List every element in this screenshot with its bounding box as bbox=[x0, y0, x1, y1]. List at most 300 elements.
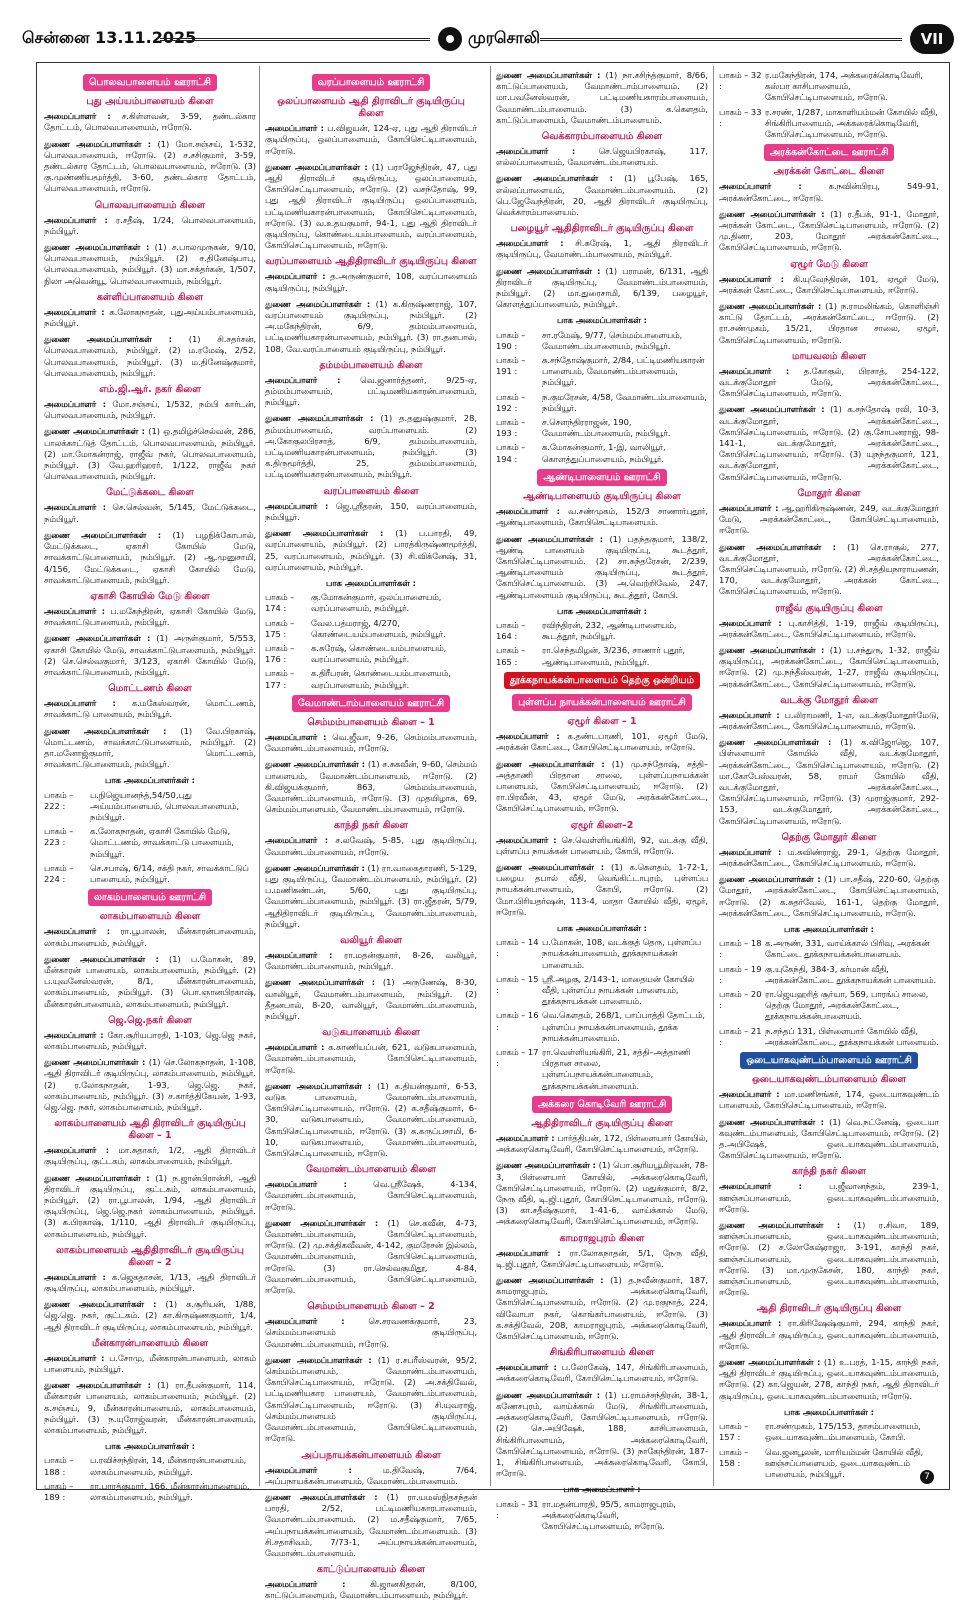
role-label: அமைப்பாளர் : bbox=[265, 271, 326, 282]
member-details: (1) ப.ராமச்சந்திரன், 38-1, கணேசபுரம், வாய்க்கால் மேடு, சிங்கிரிபாளையம், அக்கரைகொடிவேரி, கோபிசெட்டிபாளையம், ஈரோடு. (2) செ.அபிஷேக், 188, காசிபாளையம், சிங்கிரிபாளையம், அக்கரைகொடிவேரி, கோபிசெட்டிபாளையம், ஈரோடு. (3) நாகேந்திரன், 187-1, சிங்கிரிபாளையம், அக்கரைகொடிவேரி, கோபி, ஈரோடு. bbox=[496, 1389, 708, 1479]
booth-member: ரவிந்திரன், 232, ஆண்டிபாளையம், கூடத்தூர், நம்பியூர். bbox=[542, 619, 677, 642]
booth-heading: பாக அமைப்பாளர்கள் : bbox=[105, 1441, 195, 1452]
booth-entry bbox=[265, 643, 477, 665]
branch-heading: வலியூர் கிளை bbox=[340, 934, 402, 946]
member-entry bbox=[496, 1390, 708, 1480]
role-label: அமைப்பாளர் : bbox=[265, 835, 329, 846]
role-label: அமைப்பாளர் : bbox=[719, 181, 802, 192]
member-details: (1) க.தியன்குமார், 6-53, வடுக பாளையம், வேமாண்டம்பாளையம், கோபிசெட்டிபாளையம், ஈரோடு. (2) க.சதீஷ்குமார், 6-30, வடுகபாளையம், வேமாண்டம்பாளையம், கோபிசெட்டிபாளையம், ஈரோடு. (3) க.கருப்பசாமி, 6-10, வடுகபாளையம், வேமாண்டம்பாளையம், கோபிசெட்டிபாளையம், ஈரோடு. bbox=[265, 1080, 477, 1159]
role-label: அமைப்பாளர் : bbox=[265, 374, 341, 385]
member-details: ம.திவேஷ், 7/64, அப்பநாயக்கன்பாளையம், வேமாண்டம்பாளையம். bbox=[265, 1464, 478, 1486]
role-label: துணை அமைப்பாளர்கள் : bbox=[496, 70, 601, 80]
member-entry bbox=[496, 759, 708, 815]
role-label: துணை அமைப்பாளர்கள் : bbox=[719, 541, 836, 552]
role-label: துணை அமைப்பாளர்கள் : bbox=[496, 861, 605, 872]
booth-member: ஸ்ரீ.அழகு, 2/143-1, மாதையன் கோயில் வீதி, புள்ளப்ப நாயக்கன் பாளையம், தூக்கநாயக்கன் பாளையம். bbox=[542, 973, 695, 1007]
member-details: (1) ர.சிவா, 189, ஊஞ்சப்பாளையம், ஒடையாகவுண்டம்பாளையம், ஈரோடு. (2) ச.லோகேஷ்ராஜா, 3-191, காந்தி நகர், ஊஞ்சப்பாளையம், ஒடையாகவுண்டம்பாளையம், ஈரோடு. (3) மா.முருகேசன், 180, காந்தி நகர், ஊஞ்சப்பாளையம், ஒடையாகவுண்டம்பாளையம், ஈரோடு. bbox=[719, 1220, 939, 1298]
booth-member: ப.மோகன், 108, வடக்குத் தெரு, புள்ளப்ப நாயக்கன்பாளையம், தூக்கநாயக்கன் பாளையம். bbox=[542, 937, 701, 970]
member-entry bbox=[44, 426, 256, 482]
role-label: அமைப்பாளர் : bbox=[265, 1464, 352, 1475]
booth-number: பாகம் – 18 : bbox=[719, 938, 762, 960]
booth-number: பாகம் – 14 : bbox=[496, 937, 539, 959]
booth-member: ரா.மதன்பாரதி, 95/5, காமராஜபுரம், அக்கரைகொடிவேரி, கோபிசெட்டிபாளையம், ஈரோடு. bbox=[542, 1498, 676, 1531]
branch-heading: மோதூர் கிளை bbox=[797, 487, 861, 499]
branch-heading: ஆண்டிபாளையம் குடியிருப்பு கிளை bbox=[523, 491, 681, 503]
member-details: (1) பூபேஷ், 165, எல்லப்பாளையம், வேமாண்டம்பாளையம். (2) பெ.ஜேவேந்திரன், 20, ஆதி திராவிடர் குடியிருப்பு, வெக்காரம்பாளையம். bbox=[496, 173, 708, 218]
role-label: துணை அமைப்பாளர்கள் : bbox=[44, 334, 172, 345]
member-entry bbox=[719, 366, 939, 400]
booth-entry bbox=[496, 620, 708, 642]
member-details: க.காணியப்பன், 621, வடுகபாளையம், வேமாண்டம்பாளையம், கோபிசெட்டிபாளையம், ஈரோடு. bbox=[265, 1042, 478, 1075]
branch-heading: ஏழூர் கிளை–2 bbox=[570, 819, 634, 831]
member-details: ர.சதீஷ், 1/24, பொலவபாளையம், நம்பியூர். bbox=[44, 214, 256, 236]
member-entry bbox=[719, 710, 939, 732]
role-label: அமைப்பாளர் : bbox=[265, 1042, 325, 1053]
member-entry bbox=[719, 1357, 939, 1402]
page-number-badge: VII bbox=[910, 24, 954, 54]
member-details: (1) அருணேஷ், 8-30, வாலியூர், வேமாண்டம்பாளையம், நம்பியூர். (2) தீதனபால், 8-20, வாலியூர், வேமாண்டம்பாளையம், நம்பியூர். bbox=[265, 977, 477, 1021]
booth-entry bbox=[44, 1455, 256, 1477]
role-label: அமைப்பாளர் : bbox=[719, 365, 790, 376]
member-entry bbox=[44, 698, 256, 720]
booth-number: பாகம் – 164 : bbox=[496, 619, 526, 642]
member-entry bbox=[719, 737, 939, 827]
role-label: துணை அமைப்பாளர்கள் : bbox=[496, 1160, 596, 1171]
member-details: கி.யுவேந்திரன், 101, ஏழூர் மேடு, அரக்கன் கோட்டை, கோபிசெட்டிபாளையம், ஈரோடு. bbox=[719, 273, 939, 295]
booth-number: பாகம் – 16 : bbox=[496, 1010, 539, 1032]
member-entry bbox=[44, 111, 256, 133]
booth-member: ரா.ஜெயஹரித் சூர்யா, 569, பாரங்ப் சாலை, தெற்கு மோதூர், அரக்கன்கோட்டை, தூக்கநாயக்கன்பாளையம். bbox=[765, 989, 929, 1022]
member-entry bbox=[496, 534, 708, 601]
role-label: துணை அமைப்பாளர்கள் : bbox=[44, 1299, 157, 1310]
member-details: (1) அருள்குமார், 5/553, ஏகாசி கோயில் மேடு, சாவக்காட்டுபாளையம், நம்பியூர். (2) செ.செல்வகுமார், 3/123, ஏகாசி கோயில் மேடு, சாவக்காட்டுபாளையம், நம்பியூர். bbox=[44, 633, 256, 677]
member-entry bbox=[44, 215, 256, 237]
member-details: (1) த.நவீன்குமார், 187, காமராஜபுரம், அக்கரைகொடிவேரி, கோபிசெட்டிபாளையம், ஈரோடு. (2) மு.ரகுநாத், 224, விவோபா நகர், கொங்கர்பாளையம், ஈரோடு. (3) க.சக்திவேல், 208, காமராஜபுரம், அக்கரைகொடிவேரி, கோபிசெட்டிபாளையம், ஈரோடு. bbox=[496, 1275, 708, 1342]
booth-entry bbox=[496, 330, 708, 352]
member-entry bbox=[265, 1355, 477, 1445]
member-entry bbox=[719, 274, 939, 296]
branch-heading: ஏகாசி கோயில் மேடு கிளை bbox=[90, 590, 210, 602]
member-entry bbox=[496, 1275, 708, 1342]
booth-member: வெ.கௌதம், 268/1, பாப்பாத்தி தோட்டம், புள்ளப்ப நாயக்கன்பாளையம், தூக்க நாயக்கன்பாளையம். bbox=[542, 1010, 706, 1043]
panchayat-heading: ஆண்டிபாளையம் ஊராட்சி bbox=[537, 469, 666, 486]
branch-heading: மீன்காரன்பாளையம் கிளை bbox=[91, 1337, 209, 1349]
role-label: துணை அமைப்பாளர்கள் : bbox=[265, 1354, 372, 1365]
role-label: அமைப்பாளர் : bbox=[496, 238, 564, 249]
member-entry bbox=[719, 874, 939, 919]
role-label: அமைப்பாளர் : bbox=[44, 698, 116, 709]
member-details: ஆ.ஹரிகிருஷ்ணன், 249, வடக்குமோதூர் மேடு, அரக்கன்கோட்டை, கோபிசெட்டிபாளையம், ஈரோடு. bbox=[719, 502, 940, 536]
role-label: துணை அமைப்பாளர்கள் : bbox=[496, 265, 601, 276]
member-entry bbox=[496, 1160, 708, 1227]
member-entry bbox=[265, 413, 477, 480]
member-entry bbox=[44, 139, 256, 195]
branch-heading: அப்பநாயக்கன்பாளையம் கிளை bbox=[301, 1449, 441, 1461]
member-details: செ.செல்வன், 5/145, மேட்டுக்கடை, நம்பியூர். bbox=[44, 502, 256, 524]
member-entry bbox=[496, 731, 708, 753]
booth-number: பாகம் – 157 : bbox=[719, 1421, 749, 1443]
member-details: (1) க.விஜோஜெ, 107, பிள்ளையார் கோயில் வீதி, வடக்குமோதூர், அரக்கன்கோட்டை, கோபிசெட்டிபாளையம், ஈரோடு. (2) மா.கோபேஸ்வரன், 58, ராமர் கோயில் வீதி, வடக்குமோதூர், அரக்கன்கோட்டை, கோபிசெட்டிபாளையம், ஈரோடு. (3) முராஜ்குமார், 292-153, வடக்குமோதூர், அரக்கன்கோட்டை, கோபிசெட்டிபாளையம், ஈரோடு. bbox=[719, 737, 939, 826]
booth-entry bbox=[265, 592, 477, 614]
role-label: அமைப்பாளர் : bbox=[719, 617, 782, 628]
booth-entry bbox=[719, 1026, 939, 1048]
member-entry bbox=[719, 618, 939, 640]
role-label: அமைப்பாளர் : bbox=[265, 123, 324, 134]
role-label: துணை அமைப்பாளர்கள் : bbox=[44, 1172, 150, 1183]
role-label: துணை அமைப்பாளர்கள் : bbox=[719, 737, 832, 748]
member-details: (1) நா.சசிந்த்குமார், 8/66, காட்டுப்பாளையம், வேமாண்டாம்பாளையம். (2) மா.பவனேஸ்வரன், பட்டிமணியகாரம்பாளையம், வேமாண்டம்பாளையம். (3) க.கௌதம், காட்டுப்பாளையம், வேமாண்டம்பாளையம். bbox=[496, 70, 708, 125]
member-details: செ.ஜெயபிரகாஷ், 117, எல்லப்பாளையம், வேமாண்டம்பாளையம். bbox=[496, 146, 708, 168]
branch-heading: அரக்கன் கோட்டை கிளை bbox=[773, 166, 885, 178]
member-details: (1) ந.ஜான்பிரான்சி, ஆதி திராவிடர் குடியிருப்பு, குட்டகம், லாகம்பாளையம், நம்பியூர். (2) ரா.பூபாலன், 1/94, ஆதி திராவிடர் குடியிருப்பு, ஜெ.ஜெ.நகர் லாகம்பாளையம், நம்பியூர். (3) க.பிரகாஷ், 1/110, ஆதி திராவிடர் குடியிருப்பு, லாகம்பாளையம், நம்பியூர். bbox=[44, 1172, 256, 1239]
branch-heading: கள்ளிப்பாளையம் கிளை bbox=[96, 291, 204, 303]
role-label: அமைப்பாளர் : bbox=[496, 731, 560, 742]
booth-member: க.சுரேஷ், கொண்டையம்பாளையம், வரப்பாளையம், நம்பியூர். bbox=[311, 642, 447, 665]
role-label: துணை அமைப்பாளர்கள் : bbox=[44, 426, 145, 437]
role-label: அமைப்பாளர் : bbox=[44, 306, 105, 317]
booth-number: பாகம் – 189 : bbox=[44, 1480, 74, 1503]
member-entry bbox=[44, 242, 256, 287]
role-label: துணை அமைப்பாளர்கள் : bbox=[265, 1080, 372, 1091]
member-entry bbox=[719, 503, 939, 537]
member-details: த.அருண்குமார், 108, வரப்பாளையம் குடியிருப்பு, நம்பியூர். bbox=[265, 271, 477, 293]
booth-entry bbox=[44, 826, 256, 860]
branch-heading: ஆதி திராவிடர் குடியிருப்பு கிளை bbox=[756, 1303, 902, 1315]
booth-heading: பாக அமைப்பாளர்கள் : bbox=[105, 775, 195, 786]
role-label: அமைப்பாளர் : bbox=[265, 1579, 346, 1590]
role-label: துணை அமைப்பாளர்கள் : bbox=[496, 173, 613, 184]
booth-heading: பாக அமைப்பாளர்கள் : bbox=[784, 923, 874, 934]
booth-entry bbox=[719, 107, 939, 141]
member-entry bbox=[719, 404, 939, 482]
column-divider bbox=[259, 66, 260, 1486]
branch-heading: ஏழூர் கிளை – 1 bbox=[567, 716, 637, 728]
panchayat-heading: ஒடையாகவுண்டம்பாளையம் ஊராட்சி bbox=[740, 1052, 918, 1069]
header-rule-right bbox=[540, 38, 902, 41]
booth-member: வெ.ஜனபூலன், மாரியம்மன் கோயில் வீதி, ஊஞ்சப்பாளையம், ஒடையாகவுண்டம் பாளையம், நம்பியூர். bbox=[765, 1446, 924, 1479]
booth-member: க.லோகநாதன், ஏகாசி கோயில் மேடு, மொட்டணம், சாவக்காட்டு பாளையம், நம்பியூர். bbox=[90, 826, 234, 859]
booth-number: பாகம் – 223 : bbox=[44, 826, 74, 848]
booth-entry bbox=[265, 668, 477, 690]
booth-number: பாகம் – 188 : bbox=[44, 1455, 74, 1477]
column-divider bbox=[490, 66, 491, 1486]
branch-heading: வரப்பாளையம் ஆதிதிராவிடர் குடியிருப்பு கிளை bbox=[265, 256, 477, 268]
member-details: (1) க.கௌதம், 1-72-1, பழைய தபால் வீதி, வெங்கிட்டாபுரம், புள்ளப்ப நாயக்கன்பாளையம், கோபி, ஈரோடு. (2) மோ.பிரியதர்ஷன், 113-4, மாதா கோயில் வீதி, ஏழூர், ஈரோடு. bbox=[496, 861, 709, 917]
role-label: துணை அமைப்பாளர்கள் : bbox=[719, 404, 825, 415]
member-details: (1) ப.சந்துரு, 1-32, ராஜீவ் குடியிருப்பு, அரக்கன்கோட்டை, கோபிசெட்டிபாளையம், ஈரோடு. (2) மு.நந்தீஸ்வரன், 1-27, ராஜீவ் குடியிருப்பு, அரக்கன்கோட்டை, கோபிசெட்டிபாளையம், ஈரோடு. bbox=[719, 644, 940, 689]
booth-entry bbox=[496, 645, 708, 667]
member-details: ரா.கிரிஷேஷ்குமார், 294, காந்தி நகர், ஆதி திராவிடர் குடியிருப்பு, ஒடையாகவுண்டம்பாளையம், ஈரோடு. bbox=[719, 1318, 939, 1351]
booth-entry bbox=[719, 1447, 939, 1481]
member-details: ப.ஜீவானந்தம், 239-1, ஊஞ்சப்பாளையம், ஒடையாகவுண்டம்பாளையம், ஈரோடு. bbox=[719, 1181, 940, 1214]
member-details: (1) ர.சபரீஸ்வரன், 95/2, செம்மம்பாளையம், வேமாண்டம்பாளையம், கோபிசெட்டிபாளையம், ஈரோடு. (2) அ.சக்திவேல், பட்டிமணியகார பாளையம், வேமாண்டம்பாளையம், கோபிசெட்டிபாளையம், ஈரோடு. (3) சி.யுவராஜ், செம்மம்பாளையம் குடியிருப்பு, வேமாண்டம்பாளையம், கோபிசெட்டிபாளையம், ஈரோடு. bbox=[265, 1354, 477, 1444]
panchayat-heading: அரக்கன்கோட்டை ஊராட்சி bbox=[764, 144, 895, 161]
role-label: அமைப்பாளர் : bbox=[44, 1029, 104, 1040]
footer-page-number: 7 bbox=[920, 1470, 934, 1484]
member-entry bbox=[44, 502, 256, 524]
branch-heading: ஜெ.ஜெ.நகர் கிளை bbox=[108, 1014, 192, 1026]
booth-number: பாகம் – 15 : bbox=[496, 973, 539, 995]
member-entry bbox=[496, 146, 708, 168]
member-entry bbox=[496, 70, 708, 126]
member-entry bbox=[496, 1133, 708, 1155]
newspaper-logo-icon bbox=[438, 27, 462, 51]
edition-date: சென்னை 13.11.2025 bbox=[22, 28, 197, 47]
member-details: க.ஜெகதாசன், 1/13, ஆதி திராவிடர் குடியிருப்பு, லாகம்பாளையம், நம்பியூர். bbox=[44, 1271, 256, 1294]
member-details: (1) ரா.தீபன்குமார், 114, மீன்காரன் பாளையம், லாகம்பாளையம், நம்பியூர். (2) க.சஞ்சய், 9, மீன்காரன்பாளையம், லாகம்பாளையம், நம்பியூர். (3) ந.யுரோஜ்வரன், மீன்காரன்பாளையம், லாகம்பாளையம், நம்பியூர். bbox=[44, 1380, 256, 1436]
role-label: அமைப்பாளர் : bbox=[719, 1089, 780, 1100]
role-label: துணை அமைப்பாளர்கள் : bbox=[44, 633, 151, 644]
member-details: வெ.ஸ்ரீஷேக், 4-134, வேமாண்டம்பாளையம், கோபிசெட்டிபாளையம், ஈரோடு. bbox=[265, 1179, 477, 1212]
panchayat-heading: வேமாண்டாம்பாளையம் ஊராட்சி bbox=[292, 695, 450, 712]
role-label: அமைப்பாளர் : bbox=[496, 1133, 555, 1144]
role-label: அமைப்பாளர் : bbox=[719, 1318, 782, 1329]
branch-heading: காந்தி நகர் கிளை bbox=[791, 1166, 866, 1178]
member-entry bbox=[265, 1579, 477, 1601]
branch-heading: புது அய்யம்பாளையம் கிளை bbox=[86, 96, 214, 108]
member-details: (1) ந.ராமலிங்கம், கொளிஞ்சி காட்டு தோட்டம், அரக்கன்கோட்டை, ஈரோடு. (2) ரா.சண்முகம், 15/21, பிரதான சாலை, ஏழூர், கோபிசெட்டிபாளையம், ஈரோடு. bbox=[719, 301, 939, 345]
branch-heading: ஒடையாகவுண்டம்பாளையம் கிளை bbox=[751, 1074, 907, 1086]
member-details: த.கோகுல், பிரசாத், 254-122, வடக்குமோதூர் மேடு, அரக்கன்கோட்டை, கோபிசெட்டிபாளையம், ஈரோடு. bbox=[719, 365, 939, 399]
booth-member: ந.சந்தப் 131, பிள்ளையார் கோயில் வீதி, அரக்கன்கோட்டை, தூக்கநாயக்கன் பாளையம். bbox=[765, 1025, 939, 1047]
member-entry bbox=[719, 542, 939, 598]
booth-entry bbox=[496, 355, 708, 389]
member-details: ரா.மதன்குமார், 8-26, வலியூர், வேமாண்டம்பாளையம், நம்பியூர். bbox=[265, 949, 477, 972]
role-label: துணை அமைப்பாளர்கள் : bbox=[44, 242, 150, 253]
member-details: (1) ரா.யமஸ்நிதசந்தன் பாரதி, 2/52, பட்டிமணியகாரபாளையம், வேமாண்டம்பாளையம். (2) ம.சதீஷ்குமார், 7/65, அப்பநாயக்கன்பாளையம், வேமாண்டம்பாளையம். (3) சி.சதாசிவம், 7/73-1, அப்பநாயக்கன்பாளையம், வேமாண்டம்பாளையம். bbox=[265, 1491, 478, 1558]
member-details: (1) ப.பாரதி, 49, வரப்பாளையம், நம்பியூர். (2) பாரத்கிருஷ்ணமூர்த்தி, 25, வரப்பாளையம், நம்பியூர். (3) சி.விக்னேஷ், 31, வரப்பாளையம், நம்பியூர். bbox=[265, 528, 478, 572]
member-entry bbox=[44, 399, 256, 421]
member-entry bbox=[44, 1173, 256, 1240]
booth-entry bbox=[496, 937, 708, 971]
member-details: (1) க.கிருஷ்ணராஜ், 107, வரப்பாளையம் குடியிருப்பு, நம்பியூர். (2) அ.மகேந்திரன், 6/9, தம்மம்பாளையம், பட்டிமணியகாரன்பாளையம், நம்பியூர். (3) ரா.தனபால், 108, வே.வரப்பாளையம் குடியிருப்பு, நம்பியூர். bbox=[265, 298, 478, 354]
booth-entry bbox=[496, 974, 708, 1008]
booth-entry bbox=[496, 1047, 708, 1092]
booth-member: வேல.பத்மராஜ், 4/270, கொண்டையம்பாளையம், நம்பியூர். bbox=[311, 617, 446, 639]
member-details: ப.மகேந்திரன், ஏகாசி கோயில் மேடு, சாவக்காட்டுபாளையம், நம்பியூர். bbox=[44, 605, 256, 628]
booth-member: க.மோகன்குமார், 1-இ, வாலியூர், கொளத்துப்பாளையம், நம்பியூர். bbox=[542, 442, 666, 464]
member-details: வெ.ஜனார்த்தனர், 9/25-ஏ, தம்மம்பாளையம், பட்டிமணியகாரன்பாளையம், நம்பியூர். bbox=[265, 374, 478, 408]
panchayat-heading: லாகம்பாளையம் ஊராட்சி bbox=[88, 889, 212, 906]
role-label: துணை அமைப்பாளர்கள் : bbox=[265, 862, 365, 873]
member-entry bbox=[265, 162, 477, 252]
member-details: வெ.ஜீவா, 9-26, செம்மம்பாளையம், வேமாண்டம்பாளையம், ஈரோடு. bbox=[265, 731, 477, 754]
booth-heading: பாக அமைப்பாளர்கள் : bbox=[557, 922, 647, 933]
member-details: (1) உ.பரத், 1-15, காந்தி நகர், ஆதி திராவிடர் குடியிருப்பு, ஒடையாகவுண்டம்பாளையம், ஈரோடு. (2) கா.ஜெயன், 278, காந்தி நகர், ஆதி திராவிடர் குடியிருப்பு, ஒடையாகவுண்டம்பாளையம், ஈரோடு. bbox=[719, 1357, 939, 1401]
column-2 bbox=[265, 70, 478, 1601]
role-label: அமைப்பாளர் : bbox=[44, 926, 111, 937]
member-details: க.லோகநாதன், புதுஅய்யம்பாளையம், நம்பியூர். bbox=[44, 306, 256, 329]
booth-number: பாகம் – 190 : bbox=[496, 329, 526, 351]
member-entry bbox=[265, 732, 477, 754]
member-details: மோ.சஞ்சய், 1/532, நம்பி கார்டன், பொலவபாளையம், நம்பியூர். bbox=[44, 399, 256, 421]
member-details: மா.சுதாகர், 1/2, ஆதி திராவிடர் குடியிருப்பு, குட்டகம், லாகம்பாளையம், நம்பியூர். bbox=[44, 1145, 256, 1167]
panchayat-heading: அக்கரை கொடிவேரி ஊராட்சி bbox=[532, 1096, 673, 1113]
booth-entry bbox=[719, 938, 939, 960]
branch-heading: வேமாண்டம்பாளையம் கிளை bbox=[306, 1164, 436, 1176]
role-label: துணை அமைப்பாளர்கள் : bbox=[719, 1220, 841, 1231]
member-details: ரா.லோகநாதன், 5/1, நேரு வீதி, டி.ஜி.புதூர், கோபிசெட்டிபாளையம், ஈரோடு. bbox=[496, 1247, 708, 1269]
column-1 bbox=[44, 70, 257, 1503]
role-label: அமைப்பாளர் : bbox=[44, 605, 106, 616]
member-entry bbox=[44, 1272, 256, 1294]
booth-member: ப.ரவிச்சந்திரன், 14, மீன்காரன்பாளையம், லாகம்பாளையம், நம்பியூர். bbox=[90, 1455, 247, 1477]
role-label: துணை அமைப்பாளர்கள் : bbox=[719, 874, 821, 885]
member-details: ப.லிராமணி, 1-எ, வடக்குமோதூர்மேடு, அரக்கன்கோட்டை, கோபிசெட்டிபாளையம், ஈரோடு. bbox=[719, 709, 939, 731]
member-details: (1) ப.மோகன், 89, மீன்காரன் பாளையம், லாகம்பாளையம், நம்பியூர். (2) ப.யுவனேஸ்வரன், 8/1, மீன்காரன்பாளையம், லாகம்பாளையம், நம்பியூர். (3) பொ.ஞானபிரகாஷ், மீன்காரன்பாளையம், லாகம்பாளையம், நம்பியூர். bbox=[44, 953, 256, 1009]
branch-heading: வரப்பாளையம் கிளை bbox=[323, 485, 419, 497]
booth-heading: பாக அமைப்பாளர்கள் : bbox=[784, 1406, 874, 1417]
branch-heading: காமராஜபுரம் கிளை bbox=[559, 1232, 645, 1244]
branch-heading: லாகம்பாளையம் கிளை bbox=[99, 911, 201, 923]
booth-number: பாகம் – 165 : bbox=[496, 645, 526, 667]
member-details: கோ.சூரியபாரதி, 1-103, ஜெ.ஜெ நகர், லாகம்பாளையம், நம்பியூர். bbox=[44, 1029, 257, 1051]
booth-number: பாகம் – 224 : bbox=[44, 862, 74, 884]
role-label: அமைப்பாளர் : bbox=[496, 506, 560, 517]
booth-member: சா.ரமேஷ், 9/77, செம்மம்பாளையம், வேமாண்டம்பாளையம், நம்பியூர். bbox=[542, 329, 683, 351]
member-entry bbox=[265, 299, 477, 355]
booth-number: பாகம் – 174 : bbox=[265, 592, 295, 614]
role-label: அமைப்பாளர் : bbox=[265, 731, 327, 742]
role-label: துணை அமைப்பாளர்கள் : bbox=[496, 533, 604, 544]
booth-entry bbox=[496, 442, 708, 464]
role-label: துணை அமைப்பாளர்கள் : bbox=[265, 528, 384, 539]
member-entry bbox=[265, 375, 477, 409]
member-details: செ.சரவணக்குமார், 23, செம்மம்பாளையம் குடியிருப்பு, வேமாண்டம்பாளையம், ஈரோடு. bbox=[265, 1316, 477, 1349]
branch-heading: லாகம்பாளையம் ஆதி திராவிடர் குடியிருப்பு கிளை – 1 bbox=[54, 1118, 246, 1142]
member-details: (1) ர.தீபக், 91-1, மோதூர், அரக்கன் கோட்டை, கோபிசெட்டிபாளையம், ஈரோடு. (2) மு.தினா, 203, மோதூர் அரக்கன்கோட்டை, கோபிசெட்டிபாளையம், ஈரோடு. bbox=[719, 208, 940, 253]
role-label: அமைப்பாளர் : bbox=[44, 502, 107, 513]
member-details: க.நவின்பிரபு, 549-91, அரக்கன்கோட்டை, ஈரோடு. bbox=[719, 181, 939, 203]
role-label: அமைப்பாளர் : bbox=[265, 1179, 347, 1190]
member-entry bbox=[44, 1145, 256, 1167]
member-entry bbox=[44, 1299, 256, 1333]
booth-entry bbox=[44, 863, 256, 885]
member-entry bbox=[496, 238, 708, 260]
member-entry bbox=[496, 1248, 708, 1270]
member-details: ம.சுவிண்ராஜ், 29-1, தெற்கு மோதூர், அரக்கன்கோட்டை, கோபிசெட்டிபாளையம், ஈரோடு. bbox=[719, 846, 939, 868]
member-details: (1) க.சூரியன், 1/88, ஜெ.ஜெ. நகர், குட்டகம். (2) கா.கிருஷ்ணகுமார், 1/4, ஆதி திராவிடர் குடியிருப்பு, லாகம்பாளையம், நம்பியூர். bbox=[44, 1299, 257, 1332]
member-details: ப.விஜயன், 124-ஏ, புது ஆதி திராவிடர் குடியிருப்பு, ஒலப்பாளையம், கோபிசெட்டிபாளையம், ஈரோடு. bbox=[265, 123, 477, 156]
booth-number: பாகம் – 158 : bbox=[719, 1446, 749, 1468]
booth-number: பாகம் – 19 : bbox=[719, 963, 762, 985]
member-entry bbox=[719, 1318, 939, 1352]
booth-entry bbox=[496, 392, 708, 414]
booth-entry bbox=[719, 989, 939, 1023]
role-label: துணை அமைப்பாளர்கள் : bbox=[44, 1380, 151, 1391]
member-entry bbox=[496, 266, 708, 311]
member-details: (1) மோ.சஞ்சய், 1-532, பொலவபாளையம், ஈரோடு. (2) ச.சசிகுமார், 3-59, தண்டல்கார தோட்டம், பொலவபாளையம், ஈரோடு. (3) கு.முண்ணியமூர்த்தி, 3-60, தண்டல்கார தோட்டம், பொலவபாளையம், ஈரோடு. bbox=[44, 138, 256, 194]
member-entry bbox=[44, 334, 256, 379]
member-details: (1) செ.லோகநாதன், 1-108, ஆதி திராவிடர் குடியிருப்பு, லாகம்பாளையம், நம்பியூர். (2) ர.லோகநாதன், 1-93, ஜெ.ஜெ. நகர், லாகம்பாளையம், நம்பியூர். (3) ச.கார்த்திகேயன், 1-93, ஜெ.ஜெ. நகர், லாகம்பாளையம், நம்பியூர். bbox=[44, 1057, 256, 1113]
member-details: (1) ஒ.தமிழ்ச்செல்வன், 286, பாலக்காட்டுத் தோட்டம், பொலவபாளையம், நம்பியூர். (2) மா.மோகன்ராஜ், ராஜீவ் நகர், பொலவபாளையம், நம்பியூர். (3) வே.ஹரிஹரர், 1/122, ராஜீவ் நகர் பொலவபாளையம், நம்பியூர். bbox=[44, 426, 257, 482]
booth-member: ரா.செந்தமிழன், 3/236, சாணார் புதூர், ஆண்டிபாளையம், நம்பியூர். bbox=[542, 645, 686, 667]
role-label: அமைப்பாளர் : bbox=[719, 709, 780, 720]
member-entry bbox=[44, 1030, 256, 1052]
role-label: துணை அமைப்பாளர்கள் : bbox=[496, 1389, 601, 1400]
booth-member: கு.மோகன்குமார், ஒலப்பாளையம், வரப்பாளையம், நம்பியூர். bbox=[311, 592, 442, 614]
branch-heading: செம்மம்பாளையம் கிளை – 2 bbox=[307, 1301, 435, 1313]
booth-member: ச.சௌந்திரராஜன், 190, வேமாண்டம்பாளையம், நம்பியூர். bbox=[542, 417, 671, 439]
member-entry bbox=[265, 1218, 477, 1296]
member-entry bbox=[44, 633, 256, 678]
member-entry bbox=[265, 835, 477, 857]
member-details: ரா.பூபாலன், மீன்காரன்பாளையம், லாகம்பாளையம், நம்பியூர். bbox=[44, 926, 256, 948]
role-label: துணை அமைப்பாளர்கள் : bbox=[265, 759, 366, 770]
member-entry bbox=[44, 530, 256, 586]
member-entry bbox=[265, 501, 477, 523]
member-details: (1) பொ.சூரியபூமிரவன், 78-3, பிள்ளையார் கோயில், அக்கரைகொடிவேரி, கோபிசெட்டிபாளையம், ஈரோடு. (2) மதுக்குமார், 8/2, நேரு வீதி, டி.ஜி.புதூர், கோபிசெட்டிபாளையம், ஈரோடு. (3) கா.சதீஷ்குமார், 1-41-6, வாய்க்கால் மேடு, அக்கரைகொடிவேரி, கோபிசெட்டிபாளையம், ஈரோடு. bbox=[496, 1160, 708, 1227]
member-details: ஜெ.ஸ்ரீதரன், 150, வரப்பாளையம், நம்பியூர். bbox=[265, 500, 477, 522]
member-entry bbox=[44, 1380, 256, 1436]
booth-member: ரா.வெள்ளியங்கிரி, 21, சத்தி–அத்தாணி பிரதான சாலை, புள்ளப்பநாயக்கன்பாளையம், தூக்கநாயக்கன்பாளையம். bbox=[542, 1047, 691, 1091]
role-label: துணை அமைப்பாளர்கள் : bbox=[44, 953, 159, 964]
role-label: துணை அமைப்பாளர்கள் : bbox=[265, 161, 368, 172]
booth-member: க.அருண், 331, வாய்க்கால் பிரிவு, அரக்கன் கோட்டை தூக்கநாயக்கன்பாளையம். bbox=[765, 938, 930, 960]
role-label: துணை அமைப்பாளர்கள் : bbox=[265, 1217, 379, 1228]
member-details: (1) க.சந்தோஷ் ரவி, 10-3, வடக்குமோதூர், அரக்கன்கோட்டை, கோபிசெட்டிபாளையம், ஈரோடு. (2) கு.சோபனராஜ், 98-141-1, வடக்குமோதூர், அரக்கன்கோட்டை, கோபிசெட்டிபாளையம், ஈரோடு. (3) யுநந்தகுமார், 121, வடக்குமோதூர், அரக்கன்கோட்டை, கோபிசெட்டிபாளையம், ஈரோடு. bbox=[719, 404, 939, 482]
booth-entry bbox=[719, 1421, 939, 1443]
member-entry bbox=[719, 1089, 939, 1111]
role-label: துணை அமைப்பாளர்கள் : bbox=[265, 1491, 378, 1502]
member-entry bbox=[265, 271, 477, 293]
panchayat-heading: வரப்பாளையம் ஊராட்சி bbox=[312, 74, 431, 91]
booth-member: ப.நிஜெயானந்த்,54/50,புது அய்யம்பாளையம், பொலவபாளையம், நம்பியூர். bbox=[90, 789, 240, 822]
member-entry bbox=[44, 726, 256, 771]
branch-heading: ராஜீவ் குடியிருப்பு கிளை bbox=[775, 602, 883, 614]
member-entry bbox=[719, 1220, 939, 1298]
member-entry bbox=[496, 173, 708, 218]
member-entry bbox=[265, 977, 477, 1022]
member-details: ச.கிள்ளவன், 3-59, தண்டல்கார தோட்டம், பொலவபாளையம், ஈரோடு. bbox=[44, 111, 257, 133]
booth-entry bbox=[496, 1010, 708, 1044]
member-entry bbox=[265, 1042, 477, 1076]
branch-heading: செம்மம்பாளையம் கிளை – 1 bbox=[307, 716, 435, 728]
member-entry bbox=[719, 645, 939, 690]
member-entry bbox=[265, 528, 477, 573]
branch-heading: மொட்டணம் கிளை bbox=[108, 683, 192, 695]
member-entry bbox=[496, 862, 708, 918]
role-label: துணை அமைப்பாளர்கள் : bbox=[44, 1057, 146, 1068]
booth-entry bbox=[265, 618, 477, 640]
member-entry bbox=[265, 863, 477, 930]
booth-number: பாகம் – 20 : bbox=[719, 989, 762, 1011]
booth-number: பாகம் – 176 : bbox=[265, 642, 295, 665]
booth-number: பாகம் – 194 : bbox=[496, 442, 526, 464]
member-entry bbox=[719, 181, 939, 203]
role-label: அமைப்பாளர் : bbox=[496, 834, 557, 845]
booth-number: பாகம் – 192 : bbox=[496, 391, 526, 413]
role-label: அமைப்பாளர் : bbox=[265, 1316, 345, 1327]
branch-heading: மேட்டுக்கடை கிளை bbox=[106, 487, 194, 499]
role-label: துணை அமைப்பாளர்கள் : bbox=[496, 1275, 604, 1286]
role-label: அமைப்பாளர் : bbox=[265, 949, 333, 960]
branch-heading: தெற்கு மோதூர் கிளை bbox=[781, 831, 877, 843]
role-label: அமைப்பாளர் : bbox=[496, 1362, 557, 1373]
role-label: துணை அமைப்பாளர்கள் : bbox=[265, 977, 376, 988]
booth-member: சு.சந்தோஷ்குமார், 2/84, பட்டிமணியகாரன் பாளையம், வேமாண்டம்பாளையம், நம்பியூர். bbox=[542, 355, 705, 388]
member-details: ப.லோகேஷ், 147, சிங்கிரிபாளையம், அக்கரைகொடிவேரி, கோபிசெட்டிபாளையம், ஈரோடு. bbox=[496, 1362, 708, 1384]
role-label: துணை அமைப்பாளர்கள் : bbox=[719, 301, 822, 312]
booth-number: பாகம் – 21 : bbox=[719, 1025, 762, 1047]
member-details: க.தண்டபாணி, 101, ஏழூர் மேடு, அரக்கன் கோட்டை, கோபிசெட்டிபாளையம், ஈரோடு. bbox=[496, 731, 709, 753]
booth-member: கு.யுகேந்தி, 384-3, கர்மான் வீதி, அரக்கன்கோட்டை தூக்கநாயக்கன் பாளையம். bbox=[765, 963, 937, 985]
role-label: துணை அமைப்பாளர்கள் : bbox=[265, 298, 371, 309]
booth-entry bbox=[44, 790, 256, 824]
member-details: (1) சி.சதர்சன், பொலவபாளையம், நம்பியூர். (2) ம.ரமேஷ், 2/52, பொலவபாளையம், நம்பியூர். (3) ம.தினேஷ்குமார், பொலவபாளையம், நம்பியூர். bbox=[44, 334, 257, 378]
member-details: (1) வெ.நட்னேஷ், ஒடையா கவுண்டம்பாளையம், கோபிசெட்டிபாளையம், ஈரோடு. (2) த.அபிஷேக், ஒடையாகவுண்டம்பாளையம், கோபிசெட்டிபாளையம், ஈரோடு. bbox=[719, 1116, 939, 1161]
member-entry bbox=[265, 1492, 477, 1559]
